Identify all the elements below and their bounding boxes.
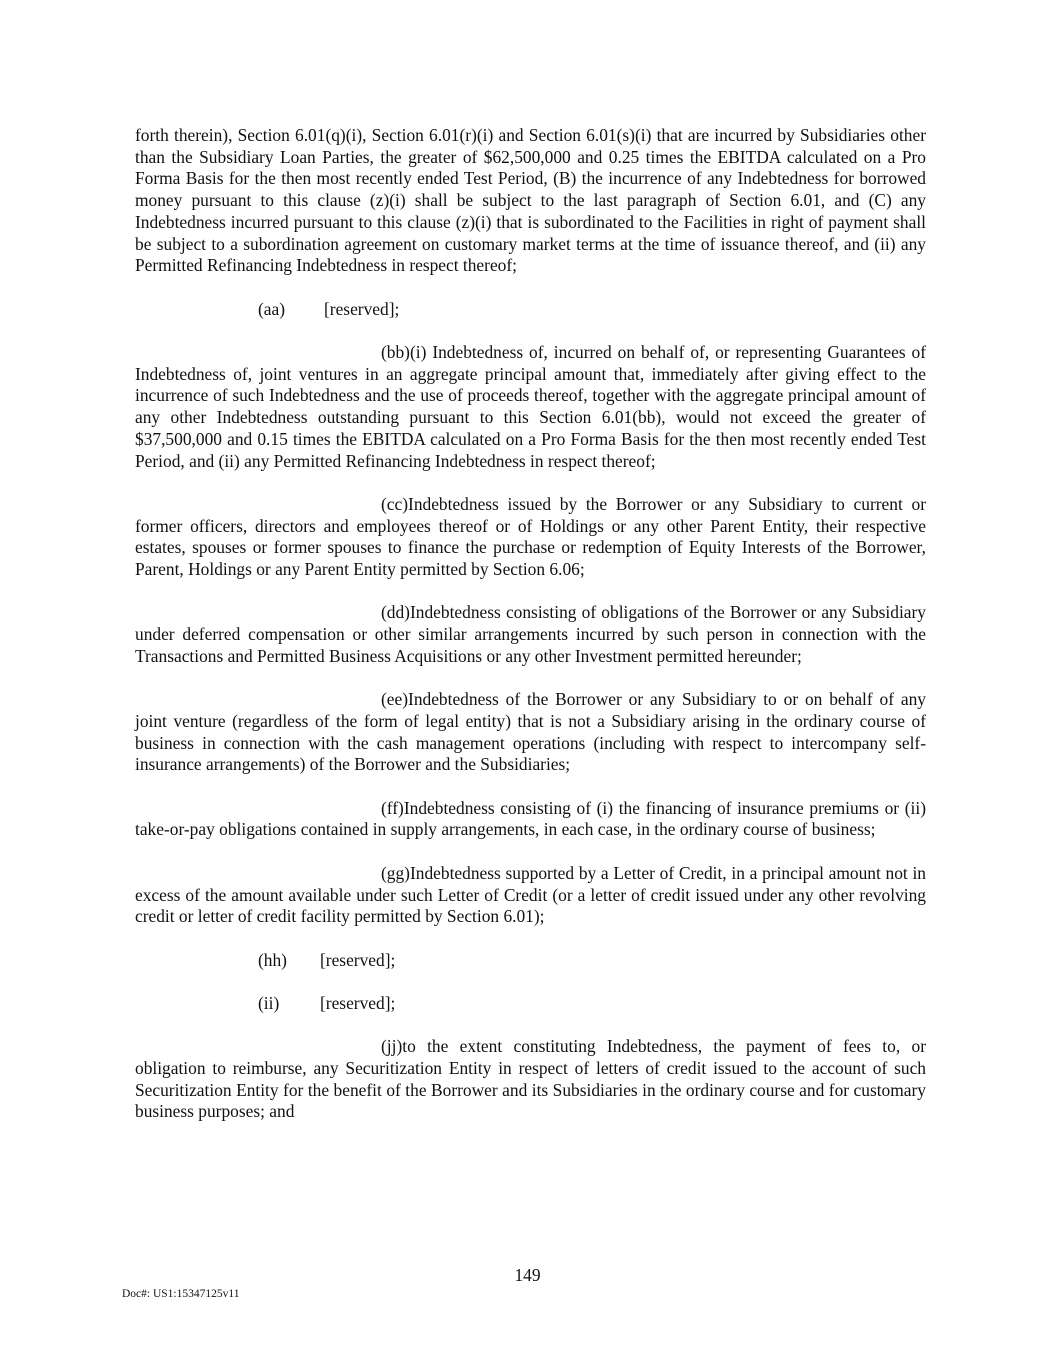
clause-label: (jj) [381,1036,403,1057]
clause-text: Indebtedness consisting of (i) the financing of insurance premiums or (ii) take-or-pay obligations contained in supply arrangements, in each case, in the ordinary course of business; [135,797,926,840]
clause-text: Indebtedness issued by the Borrower or any Subsidiary to current or former officers, directors and employees thereof or of Holdings or any other Parent Entity, their respective estates, spouses or former spouses to finance the purchase or redemption of Equity Interests of the Borrower, Parent, Holdings or any Parent Entity permitted by Section 6.06; [135,493,926,580]
clause-label: (ii) [258,992,280,1013]
clause-text: [reserved]; [320,992,396,1013]
clause-text: Indebtedness supported by a Letter of Credit, in a principal amount not in excess of the amount available under such Letter of Credit (or a letter of credit issued under any other revolving credit or letter of credit facility permitted by Section 6.01); [135,862,926,927]
page-number: 149 [514,1265,541,1285]
continuation-paragraph: forth therein), Section 6.01(q)(i), Section 6.01(r)(i) and Section 6.01(s)(i) that are incurred by Subsidiaries other than the Subsidiary Loan Parties, the greater of $62,500,000 and 0.25 times the EBITDA calculated on a Pro Forma Basis for the then most recently ended Test Period, (B) the incurrence of any Indebtedness for borrowed money pursuant to this clause (z)(i) shall be subject to the last paragraph of Section 6.01, and (C) any Indebtedness incurred pursuant to this clause (z)(i) that is subordinated to the Facilities in right of payment shall be subject to a subordination agreement on customary market terms at the time of issuance thereof, and (ii) any Permitted Refinancing Indebtedness in respect thereof; [135,125,926,276]
clause-jj [135,1036,926,1123]
clause-ee [135,689,926,776]
document-body [135,125,926,1145]
clause-label: (gg) [381,862,410,883]
clause-ii [135,993,926,1015]
document-id: Doc#: US1:15347125v11 [122,1288,240,1300]
clause-label: (ff) [381,797,404,818]
clause-label: (aa) [258,298,286,319]
clause-text: to the extent constituting Indebtedness, the payment of fees to, or obligation to reimburse, any Securitization Entity in respect of letters of credit issued to the account of such Securitization Entity for the benefit of the Borrower and its Subsidiaries in the ordinary course and for customary business purposes; and [135,1036,926,1122]
clause-text: [reserved]; [324,298,400,319]
clause-text: [reserved]; [320,949,396,970]
clause-label: (ee) [381,689,409,710]
clause-text: Indebtedness of the Borrower or any Subsidiary to or on behalf of any joint venture (regardless of the form of legal entity) that is not a Subsidiary arising in the ordinary course of business in connection with the cash management operations (including with respect to intercompany self-insurance arrangements) of the Borrower and the Subsidiaries; [135,689,926,775]
clause-ff [135,798,926,841]
clause-label: (bb) [381,342,410,362]
clause-text: (i) Indebtedness of, incurred on behalf of, or representing Guarantees of Indebtedness of, joint ventures in an aggregate principal amount that, immediately after giving effect to the incurrence of such Indebtedness and the use of proceeds thereof, together with the aggregate principal amount of any other Indebtedness outstanding pursuant to this Section 6.01(bb), would not exceed the greater of $37,500,000 and 0.15 times the EBITDA calculated on a Pro Forma Basis for the then most recently ended Test Period, and (ii) any Permitted Refinancing Indebtedness in respect thereof; [135,342,926,471]
clause-label: (dd) [381,602,410,623]
clause-label: (cc) [381,493,409,514]
clause-gg [135,863,926,928]
clause-hh [135,950,926,972]
clause-bb [135,342,926,472]
clause-dd [135,602,926,667]
clause-aa [135,299,926,321]
clause-label: (hh) [258,949,287,970]
clause-text: Indebtedness consisting of obligations of the Borrower or any Subsidiary under deferred compensation or other similar arrangements incurred by such person in connection with the Transactions and Permitted Business Acquisitions or any other Investment permitted hereunder; [135,602,926,666]
clause-cc [135,494,926,581]
